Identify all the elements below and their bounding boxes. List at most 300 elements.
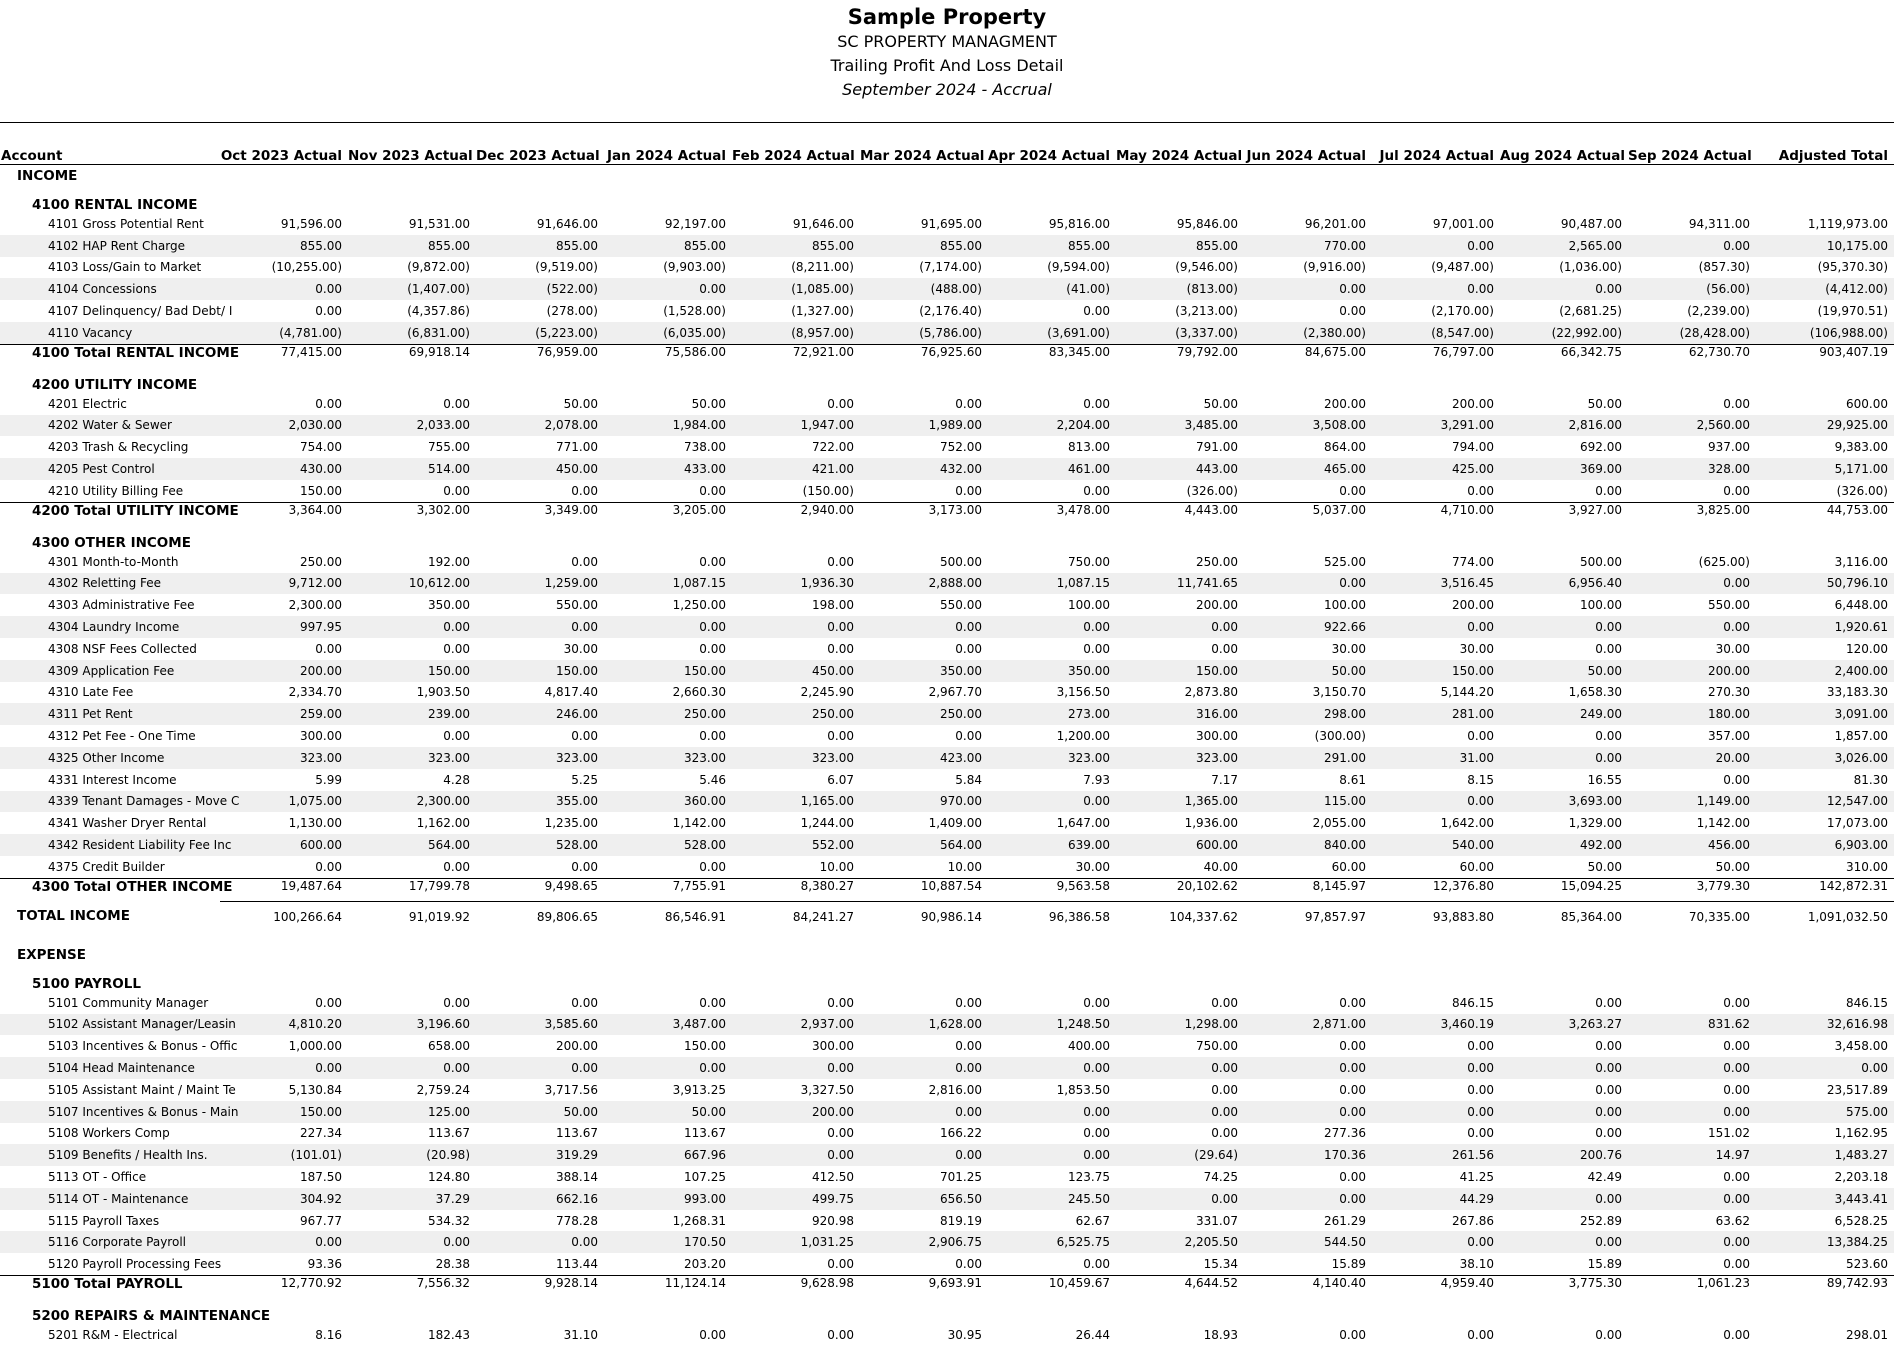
amount-cell[interactable]: 84,241.27 [732, 901, 860, 932]
amount-cell[interactable]: 74.25 [1203, 1169, 1238, 1184]
amount-cell[interactable]: 0.00 [1723, 995, 1750, 1010]
amount-cell[interactable]: (9,903.00) [663, 260, 726, 275]
amount-cell[interactable]: (3,337.00) [1116, 322, 1244, 344]
total-cell[interactable]: 50,796.10 [1756, 573, 1894, 595]
amount-cell[interactable]: 89,806.65 [476, 901, 604, 932]
amount-cell[interactable]: 0.00 [1467, 483, 1494, 498]
amount-cell[interactable]: 245.50 [988, 1188, 1116, 1210]
total-cell[interactable]: 3,026.00 [1756, 747, 1894, 769]
amount-cell[interactable]: (278.00) [546, 304, 598, 319]
amount-cell[interactable]: 281.00 [1372, 703, 1500, 725]
amount-cell[interactable]: 18.93 [1203, 1327, 1238, 1342]
amount-cell[interactable]: 0.00 [1500, 1231, 1628, 1253]
amount-cell[interactable]: 323.00 [476, 747, 604, 769]
amount-cell[interactable]: 246.00 [476, 703, 604, 725]
amount-cell[interactable]: 50.00 [1587, 859, 1622, 874]
amount-cell[interactable]: 200.00 [1452, 598, 1494, 613]
amount-cell[interactable]: 323.00 [604, 747, 732, 769]
amount-cell[interactable]: 50.00 [476, 1101, 604, 1123]
amount-cell[interactable]: 778.28 [556, 1213, 598, 1228]
amount-cell[interactable]: 855.00 [1116, 235, 1244, 257]
amount-cell[interactable]: (2,681.25) [1559, 304, 1622, 319]
amount-cell[interactable]: 200.00 [732, 1101, 860, 1123]
amount-cell[interactable]: 855.00 [476, 235, 604, 257]
account-label[interactable]: 4339 Tenant Damages - Move C [0, 791, 220, 813]
amount-cell[interactable]: 3,927.00 [1500, 502, 1628, 525]
amount-cell[interactable]: 91,646.00 [792, 216, 854, 231]
amount-cell[interactable]: 123.75 [1068, 1169, 1110, 1184]
amount-cell[interactable]: 514.00 [348, 458, 476, 480]
amount-cell[interactable]: 600.00 [1116, 834, 1244, 856]
amount-cell[interactable]: 3,516.45 [1372, 573, 1500, 595]
amount-cell[interactable]: (41.00) [988, 278, 1116, 300]
amount-cell[interactable]: 5.25 [571, 772, 598, 787]
amount-cell[interactable]: 0.00 [1467, 1327, 1494, 1342]
amount-cell[interactable]: 76,959.00 [476, 344, 604, 367]
amount-cell[interactable]: 0.00 [1372, 1101, 1500, 1123]
amount-cell[interactable]: 1,244.00 [800, 816, 854, 831]
amount-cell[interactable]: 0.00 [1372, 1057, 1500, 1079]
total-cell[interactable]: 600.00 [1846, 396, 1888, 411]
amount-cell[interactable]: 3,508.00 [1244, 415, 1372, 437]
amount-cell[interactable]: 7,556.32 [348, 1276, 476, 1299]
column-header[interactable]: Feb 2024 Actual [732, 140, 860, 165]
amount-cell[interactable]: 2,565.00 [1500, 235, 1628, 257]
amount-cell[interactable]: 0.00 [443, 396, 470, 411]
amount-cell[interactable]: 0.00 [1628, 1101, 1756, 1123]
account-label[interactable]: 4202 Water & Sewer [0, 415, 220, 437]
amount-cell[interactable]: 0.00 [1244, 1057, 1372, 1079]
amount-cell[interactable]: 0.00 [1083, 304, 1110, 319]
total-cell[interactable]: 1,091,032.50 [1756, 901, 1894, 932]
amount-cell[interactable]: 0.00 [443, 859, 470, 874]
amount-cell[interactable]: 41.25 [1459, 1169, 1494, 1184]
amount-cell[interactable]: 5.84 [955, 772, 982, 787]
amount-cell[interactable]: 0.00 [604, 1057, 732, 1079]
amount-cell[interactable]: 239.00 [348, 703, 476, 725]
amount-cell[interactable]: 304.92 [220, 1188, 348, 1210]
amount-cell[interactable]: 5.46 [699, 772, 726, 787]
amount-cell[interactable]: 1,658.30 [1568, 685, 1622, 700]
amount-cell[interactable]: 0.00 [955, 1257, 982, 1272]
amount-cell[interactable]: 151.02 [1708, 1126, 1750, 1141]
amount-cell[interactable]: 76,797.00 [1372, 344, 1500, 367]
amount-cell[interactable]: 8,145.97 [1244, 878, 1372, 901]
amount-cell[interactable]: 355.00 [476, 791, 604, 813]
amount-cell[interactable]: 11,124.14 [604, 1276, 732, 1299]
amount-cell[interactable]: 50.00 [1244, 660, 1372, 682]
amount-cell[interactable]: 3,327.50 [800, 1082, 854, 1097]
amount-cell[interactable]: (6,035.00) [604, 322, 732, 344]
amount-cell[interactable]: 4,810.20 [220, 1014, 348, 1036]
amount-cell[interactable]: 1,165.00 [732, 791, 860, 813]
amount-cell[interactable]: 0.00 [988, 791, 1116, 813]
amount-cell[interactable]: 1,329.00 [1568, 816, 1622, 831]
total-cell[interactable]: 1,119,973.00 [1807, 216, 1888, 231]
total-cell[interactable]: 6,528.25 [1834, 1213, 1888, 1228]
amount-cell[interactable]: 1,903.50 [416, 685, 470, 700]
amount-cell[interactable]: 0.00 [1628, 616, 1756, 638]
amount-cell[interactable]: 0.00 [1372, 278, 1500, 300]
amount-cell[interactable]: 323.00 [220, 747, 348, 769]
amount-cell[interactable]: 0.00 [955, 1039, 982, 1054]
total-cell[interactable]: 2,203.18 [1834, 1169, 1888, 1184]
amount-cell[interactable]: 11,741.65 [1116, 573, 1244, 595]
amount-cell[interactable]: 95,846.00 [1176, 216, 1238, 231]
amount-cell[interactable]: 0.00 [699, 729, 726, 744]
amount-cell[interactable]: 0.00 [1339, 1327, 1366, 1342]
amount-cell[interactable]: 0.00 [1723, 772, 1750, 787]
amount-cell[interactable]: 3,585.60 [476, 1014, 604, 1036]
amount-cell[interactable]: 0.00 [315, 304, 342, 319]
amount-cell[interactable]: (8,957.00) [732, 322, 860, 344]
amount-cell[interactable]: 94,311.00 [1688, 216, 1750, 231]
amount-cell[interactable]: (28,428.00) [1628, 322, 1756, 344]
amount-cell[interactable]: 970.00 [860, 791, 988, 813]
amount-cell[interactable]: 1,149.00 [1628, 791, 1756, 813]
amount-cell[interactable]: 0.00 [827, 641, 854, 656]
column-header[interactable]: Apr 2024 Actual [988, 140, 1116, 165]
amount-cell[interactable]: 125.00 [348, 1101, 476, 1123]
amount-cell[interactable]: 662.16 [476, 1188, 604, 1210]
amount-cell[interactable]: 1,235.00 [544, 816, 598, 831]
total-cell[interactable]: 6,448.00 [1834, 598, 1888, 613]
amount-cell[interactable]: (2,170.00) [1431, 304, 1494, 319]
amount-cell[interactable]: 0.00 [1723, 1082, 1750, 1097]
amount-cell[interactable]: 357.00 [1708, 729, 1750, 744]
total-cell[interactable]: 1,483.27 [1756, 1144, 1894, 1166]
amount-cell[interactable]: 3,478.00 [988, 502, 1116, 525]
amount-cell[interactable]: 425.00 [1372, 458, 1500, 480]
amount-cell[interactable]: 1,130.00 [288, 816, 342, 831]
amount-cell[interactable]: 6,525.75 [988, 1231, 1116, 1253]
amount-cell[interactable]: 433.00 [604, 458, 732, 480]
amount-cell[interactable]: 0.00 [955, 641, 982, 656]
amount-cell[interactable]: 0.00 [315, 396, 342, 411]
amount-cell[interactable]: 316.00 [1116, 703, 1244, 725]
amount-cell[interactable]: 198.00 [812, 598, 854, 613]
amount-cell[interactable]: 819.19 [940, 1213, 982, 1228]
total-cell[interactable]: (4,412.00) [1756, 278, 1894, 300]
amount-cell[interactable]: 2,940.00 [732, 502, 860, 525]
amount-cell[interactable]: 1,947.00 [732, 415, 860, 437]
amount-cell[interactable]: 0.00 [1723, 396, 1750, 411]
amount-cell[interactable]: (56.00) [1628, 278, 1756, 300]
amount-cell[interactable]: 0.00 [699, 554, 726, 569]
total-cell[interactable]: 3,443.41 [1756, 1188, 1894, 1210]
amount-cell[interactable]: 564.00 [348, 834, 476, 856]
amount-cell[interactable]: 855.00 [220, 235, 348, 257]
amount-cell[interactable]: 1,248.50 [988, 1014, 1116, 1036]
amount-cell[interactable]: 100.00 [1580, 598, 1622, 613]
amount-cell[interactable]: 40.00 [1203, 859, 1238, 874]
amount-cell[interactable]: 5,037.00 [1244, 502, 1372, 525]
column-header[interactable]: Jun 2024 Actual [1244, 140, 1372, 165]
amount-cell[interactable]: 298.00 [1244, 703, 1372, 725]
amount-cell[interactable]: 250.00 [732, 703, 860, 725]
amount-cell[interactable]: 564.00 [860, 834, 988, 856]
amount-cell[interactable]: 0.00 [220, 1231, 348, 1253]
amount-cell[interactable]: 15,094.25 [1500, 878, 1628, 901]
amount-cell[interactable]: 465.00 [1244, 458, 1372, 480]
amount-cell[interactable]: 0.00 [571, 483, 598, 498]
amount-cell[interactable]: 0.00 [1500, 278, 1628, 300]
amount-cell[interactable]: 115.00 [1244, 791, 1372, 813]
amount-cell[interactable]: 450.00 [476, 458, 604, 480]
amount-cell[interactable]: 0.00 [1467, 1126, 1494, 1141]
amount-cell[interactable]: 864.00 [1324, 440, 1366, 455]
amount-cell[interactable]: 0.00 [348, 1231, 476, 1253]
amount-cell[interactable]: 0.00 [1595, 483, 1622, 498]
amount-cell[interactable]: 250.00 [300, 554, 342, 569]
account-label[interactable]: 4302 Reletting Fee [0, 573, 220, 595]
total-cell[interactable]: 1,162.95 [1834, 1126, 1888, 1141]
amount-cell[interactable]: 93,883.80 [1372, 901, 1500, 932]
amount-cell[interactable]: 0.00 [571, 729, 598, 744]
amount-cell[interactable]: 4,710.00 [1372, 502, 1500, 525]
amount-cell[interactable]: 96,386.58 [988, 901, 1116, 932]
amount-cell[interactable]: 492.00 [1500, 834, 1628, 856]
account-label[interactable]: 5105 Assistant Maint / Maint Te [48, 1082, 236, 1097]
amount-cell[interactable]: (1,528.00) [663, 304, 726, 319]
account-label[interactable]: 4375 Credit Builder [48, 859, 165, 874]
amount-cell[interactable]: 62,730.70 [1628, 344, 1756, 367]
amount-cell[interactable]: 0.00 [1211, 1126, 1238, 1141]
amount-cell[interactable]: 3,364.00 [220, 502, 348, 525]
total-cell[interactable]: 1,857.00 [1834, 729, 1888, 744]
column-header[interactable]: Mar 2024 Actual [860, 140, 988, 165]
amount-cell[interactable]: 3,291.00 [1372, 415, 1500, 437]
amount-cell[interactable]: 2,078.00 [476, 415, 604, 437]
amount-cell[interactable]: 0.00 [571, 554, 598, 569]
amount-cell[interactable]: 1,031.25 [732, 1231, 860, 1253]
amount-cell[interactable]: 0.00 [443, 729, 470, 744]
amount-cell[interactable]: 252.89 [1580, 1213, 1622, 1228]
total-cell[interactable]: 23,517.89 [1826, 1082, 1888, 1097]
amount-cell[interactable]: 150.00 [1372, 660, 1500, 682]
amount-cell[interactable]: (522.00) [476, 278, 604, 300]
amount-cell[interactable]: 2,888.00 [860, 573, 988, 595]
amount-cell[interactable]: 3,487.00 [604, 1014, 732, 1036]
account-label[interactable]: 4342 Resident Liability Fee Inc [0, 834, 220, 856]
amount-cell[interactable]: 50.00 [1587, 396, 1622, 411]
amount-cell[interactable]: 273.00 [988, 703, 1116, 725]
total-cell[interactable]: 32,616.98 [1756, 1014, 1894, 1036]
amount-cell[interactable]: (9,546.00) [1175, 260, 1238, 275]
amount-cell[interactable]: 1,061.23 [1628, 1276, 1756, 1299]
total-cell[interactable]: 1,920.61 [1756, 616, 1894, 638]
amount-cell[interactable]: 6,956.40 [1500, 573, 1628, 595]
amount-cell[interactable]: 31.10 [563, 1327, 598, 1342]
amount-cell[interactable]: 8,380.27 [732, 878, 860, 901]
account-label[interactable]: 4308 NSF Fees Collected [48, 641, 197, 656]
amount-cell[interactable]: 91,646.00 [536, 216, 598, 231]
amount-cell[interactable]: 967.77 [300, 1213, 342, 1228]
total-cell[interactable]: 89,742.93 [1756, 1276, 1894, 1299]
amount-cell[interactable]: 3,196.60 [348, 1014, 476, 1036]
amount-cell[interactable]: 50.00 [604, 1101, 732, 1123]
account-label[interactable]: 4331 Interest Income [48, 772, 177, 787]
amount-cell[interactable]: 350.00 [428, 598, 470, 613]
amount-cell[interactable]: 639.00 [988, 834, 1116, 856]
amount-cell[interactable]: 1,409.00 [928, 816, 982, 831]
amount-cell[interactable]: 0.00 [988, 1101, 1116, 1123]
amount-cell[interactable]: 0.00 [1595, 1126, 1622, 1141]
amount-cell[interactable]: 0.00 [1467, 1039, 1494, 1054]
account-label[interactable]: 4104 Concessions [0, 278, 220, 300]
amount-cell[interactable]: 0.00 [348, 1057, 476, 1079]
amount-cell[interactable]: 90,487.00 [1560, 216, 1622, 231]
amount-cell[interactable]: 30.00 [1715, 641, 1750, 656]
amount-cell[interactable]: 10,612.00 [348, 573, 476, 595]
column-header[interactable]: May 2024 Actual [1116, 140, 1244, 165]
amount-cell[interactable]: (300.00) [1314, 729, 1366, 744]
total-cell[interactable]: 29,925.00 [1756, 415, 1894, 437]
amount-cell[interactable]: 0.00 [732, 1144, 860, 1166]
amount-cell[interactable]: 0.00 [1339, 995, 1366, 1010]
amount-cell[interactable]: 4,817.40 [544, 685, 598, 700]
amount-cell[interactable]: 200.00 [556, 1039, 598, 1054]
amount-cell[interactable]: 200.00 [220, 660, 348, 682]
amount-cell[interactable]: 91,596.00 [280, 216, 342, 231]
amount-cell[interactable]: 31.00 [1372, 747, 1500, 769]
amount-cell[interactable]: 2,906.75 [860, 1231, 988, 1253]
amount-cell[interactable]: 0.00 [955, 396, 982, 411]
account-label[interactable]: 4311 Pet Rent [0, 703, 220, 725]
amount-cell[interactable]: 3,693.00 [1500, 791, 1628, 813]
account-label[interactable]: 5102 Assistant Manager/Leasin [0, 1014, 220, 1036]
amount-cell[interactable]: 150.00 [300, 483, 342, 498]
amount-cell[interactable]: 66,342.75 [1500, 344, 1628, 367]
amount-cell[interactable]: 0.00 [1116, 1188, 1244, 1210]
amount-cell[interactable]: 1,259.00 [476, 573, 604, 595]
account-label[interactable]: 4210 Utility Billing Fee [48, 483, 184, 498]
amount-cell[interactable]: 0.00 [860, 1101, 988, 1123]
amount-cell[interactable]: 200.76 [1500, 1144, 1628, 1166]
amount-cell[interactable]: 937.00 [1708, 440, 1750, 455]
column-header[interactable]: Oct 2023 Actual [220, 140, 348, 165]
total-cell[interactable]: 17,073.00 [1826, 816, 1888, 831]
amount-cell[interactable]: (8,547.00) [1372, 322, 1500, 344]
amount-cell[interactable]: 701.25 [940, 1169, 982, 1184]
amount-cell[interactable]: 0.00 [1723, 1169, 1750, 1184]
amount-cell[interactable]: 0.00 [476, 1057, 604, 1079]
amount-cell[interactable]: 0.00 [443, 995, 470, 1010]
amount-cell[interactable]: 0.00 [988, 1057, 1116, 1079]
amount-cell[interactable]: 2,300.00 [348, 791, 476, 813]
amount-cell[interactable]: 0.00 [1339, 1082, 1366, 1097]
amount-cell[interactable]: 50.00 [1203, 396, 1238, 411]
amount-cell[interactable]: 658.00 [428, 1039, 470, 1054]
amount-cell[interactable]: 750.00 [1068, 554, 1110, 569]
column-header[interactable]: Sep 2024 Actual [1628, 140, 1756, 165]
account-label[interactable]: 4110 Vacancy [0, 322, 220, 344]
total-cell[interactable]: 2,400.00 [1756, 660, 1894, 682]
amount-cell[interactable]: 0.00 [476, 1231, 604, 1253]
total-cell[interactable]: 3,116.00 [1834, 554, 1888, 569]
amount-cell[interactable]: 10.00 [819, 859, 854, 874]
amount-cell[interactable]: 8.16 [315, 1327, 342, 1342]
amount-cell[interactable]: 846.15 [1452, 995, 1494, 1010]
amount-cell[interactable]: 0.00 [955, 995, 982, 1010]
amount-cell[interactable]: 8.61 [1339, 772, 1366, 787]
amount-cell[interactable]: 0.00 [699, 641, 726, 656]
amount-cell[interactable]: 534.32 [428, 1213, 470, 1228]
amount-cell[interactable]: (625.00) [1698, 554, 1750, 569]
amount-cell[interactable]: 2,300.00 [288, 598, 342, 613]
amount-cell[interactable]: 3,717.56 [544, 1082, 598, 1097]
amount-cell[interactable]: 7,755.91 [604, 878, 732, 901]
amount-cell[interactable]: 16.55 [1587, 772, 1622, 787]
amount-cell[interactable]: (2,176.40) [919, 304, 982, 319]
amount-cell[interactable]: 0.00 [1244, 278, 1372, 300]
amount-cell[interactable]: (5,786.00) [860, 322, 988, 344]
account-label[interactable]: 4312 Pet Fee - One Time [48, 729, 196, 744]
amount-cell[interactable]: (1,085.00) [732, 278, 860, 300]
amount-cell[interactable]: 0.00 [1083, 641, 1110, 656]
amount-cell[interactable]: 150.00 [220, 1101, 348, 1123]
amount-cell[interactable]: 0.00 [1244, 573, 1372, 595]
amount-cell[interactable]: 2,759.24 [416, 1082, 470, 1097]
amount-cell[interactable]: 0.00 [955, 483, 982, 498]
amount-cell[interactable]: 3,263.27 [1500, 1014, 1628, 1036]
amount-cell[interactable]: 0.00 [1628, 1057, 1756, 1079]
amount-cell[interactable]: 3,775.30 [1500, 1276, 1628, 1299]
amount-cell[interactable]: (488.00) [860, 278, 988, 300]
amount-cell[interactable]: 44.29 [1372, 1188, 1500, 1210]
total-cell[interactable]: 846.15 [1846, 995, 1888, 1010]
amount-cell[interactable]: 3,302.00 [348, 502, 476, 525]
amount-cell[interactable]: 771.00 [556, 440, 598, 455]
amount-cell[interactable]: 525.00 [1324, 554, 1366, 569]
amount-cell[interactable]: 544.50 [1244, 1231, 1372, 1253]
amount-cell[interactable]: 1,989.00 [860, 415, 988, 437]
column-header[interactable]: Aug 2024 Actual [1500, 140, 1628, 165]
amount-cell[interactable]: 3,173.00 [860, 502, 988, 525]
amount-cell[interactable]: 0.00 [1083, 1257, 1110, 1272]
amount-cell[interactable]: 50.00 [691, 396, 726, 411]
total-cell[interactable]: 6,903.00 [1756, 834, 1894, 856]
amount-cell[interactable]: 95,816.00 [1048, 216, 1110, 231]
amount-cell[interactable]: 277.36 [1324, 1126, 1366, 1141]
amount-cell[interactable]: 2,816.00 [1500, 415, 1628, 437]
amount-cell[interactable]: 0.00 [1628, 235, 1756, 257]
amount-cell[interactable]: 1,200.00 [1056, 729, 1110, 744]
amount-cell[interactable]: 250.00 [604, 703, 732, 725]
amount-cell[interactable]: 300.00 [1196, 729, 1238, 744]
amount-cell[interactable]: (29.64) [1116, 1144, 1244, 1166]
amount-cell[interactable]: (20.98) [348, 1144, 476, 1166]
amount-cell[interactable]: 0.00 [860, 1144, 988, 1166]
amount-cell[interactable]: 249.00 [1500, 703, 1628, 725]
account-label[interactable]: 4201 Electric [48, 396, 127, 411]
amount-cell[interactable]: (6,831.00) [348, 322, 476, 344]
amount-cell[interactable]: 0.00 [827, 1327, 854, 1342]
amount-cell[interactable]: 170.50 [604, 1231, 732, 1253]
amount-cell[interactable]: (101.01) [220, 1144, 348, 1166]
amount-cell[interactable]: 0.00 [860, 1057, 988, 1079]
account-label[interactable]: 4341 Washer Dryer Rental [48, 816, 207, 831]
amount-cell[interactable]: 499.75 [732, 1188, 860, 1210]
column-header[interactable]: Jul 2024 Actual [1372, 140, 1500, 165]
amount-cell[interactable]: 5,144.20 [1440, 685, 1494, 700]
amount-cell[interactable]: 0.00 [1595, 1082, 1622, 1097]
amount-cell[interactable]: 855.00 [732, 235, 860, 257]
amount-cell[interactable]: (9,594.00) [1047, 260, 1110, 275]
amount-cell[interactable]: 667.96 [604, 1144, 732, 1166]
amount-cell[interactable]: 70,335.00 [1628, 901, 1756, 932]
amount-cell[interactable]: 3,150.70 [1312, 685, 1366, 700]
